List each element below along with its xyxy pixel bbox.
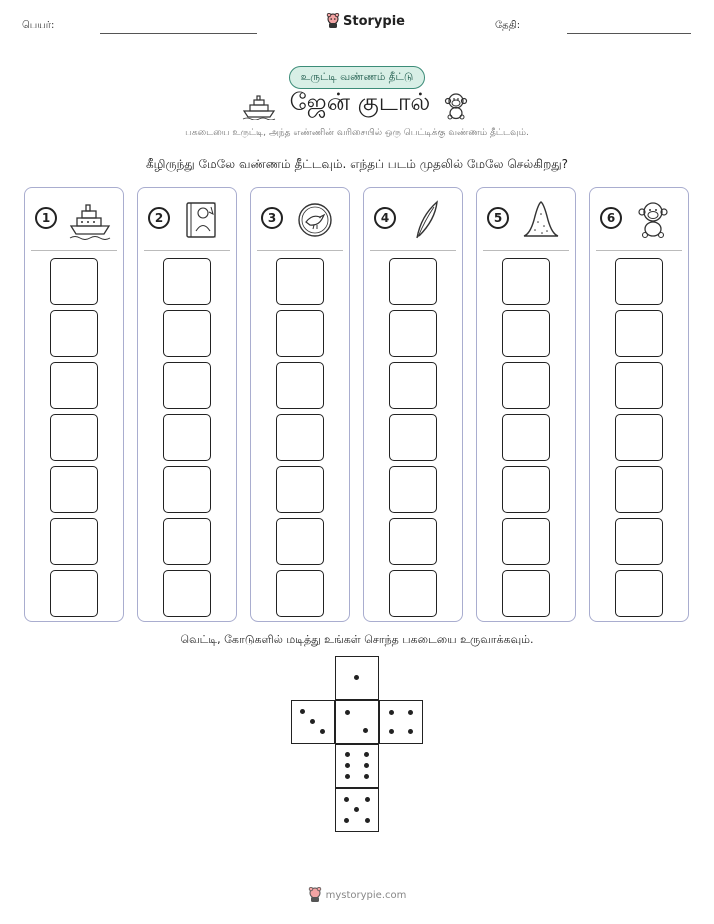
color-box[interactable] xyxy=(163,570,211,617)
dice-pip xyxy=(344,797,349,802)
ship-icon xyxy=(68,198,112,240)
column-number: 2 xyxy=(148,207,170,229)
dice-pip xyxy=(345,752,350,757)
dice-pip xyxy=(344,818,349,823)
color-box[interactable] xyxy=(502,466,550,513)
bird-coin-icon xyxy=(294,198,338,240)
brand-logo xyxy=(326,13,405,29)
dice-pip xyxy=(408,710,413,715)
storypie-mascot-icon xyxy=(326,13,340,29)
dice-pip xyxy=(320,729,325,734)
color-box[interactable] xyxy=(615,362,663,409)
column-header xyxy=(25,188,123,250)
color-box[interactable] xyxy=(163,310,211,357)
column-header xyxy=(364,188,462,250)
color-box[interactable] xyxy=(276,570,324,617)
book-icon xyxy=(181,198,225,240)
footer xyxy=(0,887,714,903)
dice-face-6 xyxy=(335,744,379,788)
column-header xyxy=(138,188,236,250)
name-line[interactable] xyxy=(100,33,257,34)
color-box[interactable] xyxy=(276,362,324,409)
color-box[interactable] xyxy=(389,414,437,461)
dice-pip xyxy=(365,818,370,823)
dice-pip xyxy=(363,728,368,733)
page-title: ஜேன் குடால் xyxy=(289,88,431,116)
column-number: 5 xyxy=(487,207,509,229)
column-4 xyxy=(363,187,463,622)
color-box[interactable] xyxy=(389,518,437,565)
color-box[interactable] xyxy=(389,362,437,409)
dice-pip xyxy=(354,807,359,812)
color-box[interactable] xyxy=(50,466,98,513)
date-line[interactable] xyxy=(567,33,691,34)
column-header xyxy=(477,188,575,250)
dice-pip xyxy=(345,763,350,768)
color-box[interactable] xyxy=(615,570,663,617)
color-box[interactable] xyxy=(389,466,437,513)
color-box[interactable] xyxy=(163,414,211,461)
dice-face-5 xyxy=(335,788,379,832)
column-number: 4 xyxy=(374,207,396,229)
column-6 xyxy=(589,187,689,622)
color-box[interactable] xyxy=(615,414,663,461)
color-box[interactable] xyxy=(163,362,211,409)
column-5 xyxy=(476,187,576,622)
column-3 xyxy=(250,187,350,622)
dice-face-3 xyxy=(291,700,335,744)
color-box[interactable] xyxy=(389,570,437,617)
feather-icon xyxy=(407,198,451,240)
color-box[interactable] xyxy=(615,258,663,305)
color-box[interactable] xyxy=(389,258,437,305)
dice-pip xyxy=(389,710,394,715)
dice-pip xyxy=(364,763,369,768)
color-box[interactable] xyxy=(50,518,98,565)
dice-pip xyxy=(345,774,350,779)
dice-pip xyxy=(345,710,350,715)
color-box[interactable] xyxy=(276,466,324,513)
color-box[interactable] xyxy=(50,570,98,617)
color-box[interactable] xyxy=(276,518,324,565)
monkey-icon xyxy=(442,92,470,120)
ship-icon xyxy=(242,94,276,120)
brand-name: Storypie xyxy=(343,13,405,29)
dice-pip xyxy=(364,774,369,779)
color-box[interactable] xyxy=(50,362,98,409)
color-box[interactable] xyxy=(502,310,550,357)
dice-pip xyxy=(389,729,394,734)
column-number: 3 xyxy=(261,207,283,229)
activity-badge: உருட்டி வண்ணம் தீட்டு xyxy=(289,66,425,89)
dice-face-2 xyxy=(335,700,379,744)
color-box[interactable] xyxy=(389,310,437,357)
dice-pip xyxy=(364,752,369,757)
termite-mound-icon xyxy=(520,198,564,240)
storypie-mascot-icon xyxy=(308,887,322,903)
color-box[interactable] xyxy=(163,258,211,305)
dice-face-1 xyxy=(335,656,379,700)
color-box[interactable] xyxy=(615,310,663,357)
monkey-icon xyxy=(633,198,677,240)
color-box[interactable] xyxy=(276,258,324,305)
color-box[interactable] xyxy=(50,310,98,357)
column-number: 1 xyxy=(35,207,57,229)
column-header xyxy=(590,188,688,250)
color-box[interactable] xyxy=(615,518,663,565)
column-number: 6 xyxy=(600,207,622,229)
dice-pip xyxy=(354,675,359,680)
name-label: பெயர்: xyxy=(22,20,55,31)
dice-pip xyxy=(310,719,315,724)
color-box[interactable] xyxy=(50,258,98,305)
color-box[interactable] xyxy=(502,570,550,617)
color-box[interactable] xyxy=(502,362,550,409)
color-box[interactable] xyxy=(502,258,550,305)
color-box[interactable] xyxy=(502,414,550,461)
dice-pip xyxy=(300,709,305,714)
color-box[interactable] xyxy=(502,518,550,565)
cutout-instruction: வெட்டி, கோடுகளில் மடித்து உங்கள் சொந்த பகடையை உருவாக்கவும். xyxy=(180,633,534,646)
color-box[interactable] xyxy=(50,414,98,461)
subtitle: பகடையை உருட்டி, அந்த எண்ணின் வரிசையில் ஒரு பெட்டிக்கு வண்ணம் தீட்டவும். xyxy=(185,128,529,138)
date-label: தேதி: xyxy=(495,20,521,31)
color-box[interactable] xyxy=(163,466,211,513)
column-1 xyxy=(24,187,124,622)
dice-pip xyxy=(365,797,370,802)
question-text: கீழிருந்து மேலே வண்ணம் தீட்டவும். எந்தப் படம் முதலில் மேலே செல்கிறது? xyxy=(145,157,569,171)
color-box[interactable] xyxy=(276,310,324,357)
footer-url[interactable]: mystorypie.com xyxy=(325,889,407,901)
dice-face-4 xyxy=(379,700,423,744)
column-header xyxy=(251,188,349,250)
color-box[interactable] xyxy=(276,414,324,461)
color-box[interactable] xyxy=(615,466,663,513)
color-box[interactable] xyxy=(163,518,211,565)
column-2 xyxy=(137,187,237,622)
dice-pip xyxy=(408,729,413,734)
